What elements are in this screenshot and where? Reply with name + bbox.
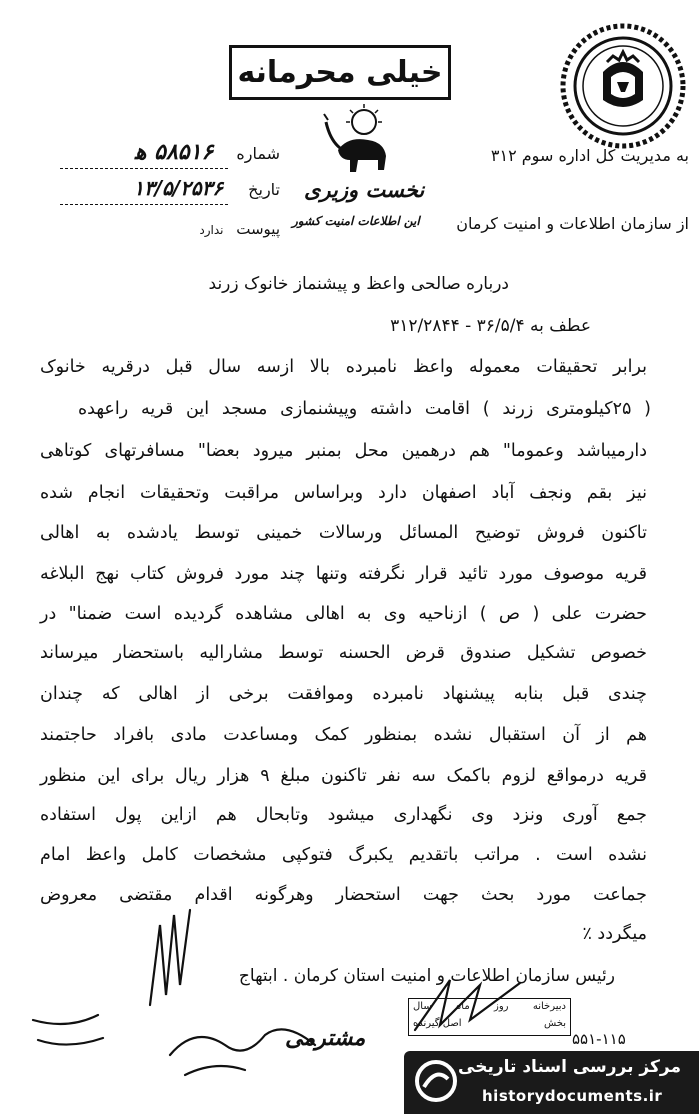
attachment-value: ندارد xyxy=(199,223,224,237)
lion-and-sun-icon xyxy=(318,100,398,180)
archive-watermark xyxy=(404,1051,699,1114)
imperial-emblem-icon xyxy=(559,22,687,150)
registry-year: سال xyxy=(413,1001,432,1012)
body-line: برابر تحقیقات معموله واعظ نامبرده بالا ازسه سال قبل درقریه خانوک xyxy=(40,357,647,377)
prime-minister-heading: نخست وزیری xyxy=(304,178,425,202)
classification-text: خیلی محرمانه xyxy=(237,55,443,90)
date-underline xyxy=(60,204,228,205)
watermark-title: مرکز بررسی اسناد تاریخی xyxy=(458,1057,681,1077)
registry-label: دبیرخانه xyxy=(532,1001,566,1012)
body-line: نیز بقم ونجف آباد اصفهان دارد وبراساس مراقبت وتحقیقات انجام شده xyxy=(40,483,647,503)
recipient-line: به مدیریت کل اداره سوم ۳۱۲ xyxy=(490,146,689,165)
body-line: دارمیباشد وعموما" هم درهمین محل بمنبر میرود بعضا" مسافرتهای کوتاهی xyxy=(40,441,647,461)
body-line: خصوص تشکیل صندوق قرض الحسنه توسط مشارالیه باستحضار میرساند xyxy=(40,643,647,663)
body-line: تاکنون فروش توضیح المسائل ورسالات خمینی توسط یادشده به اهالی xyxy=(40,523,647,543)
attachment-field xyxy=(60,220,280,238)
sender-line: از سازمان اطلاعات و امنیت کرمان xyxy=(456,214,689,233)
body-line: چندی قبل بنابه پیشنهاد نامبرده وموافقت برخی از اهالی که چندان xyxy=(40,684,647,704)
number-value: ۵۸۵۱۶ ه‍ xyxy=(134,140,214,165)
body-line: جمع آوری ونزد وی نگهداری میشود وتابحال هم ازاین پول استفاده xyxy=(40,805,647,825)
sender-handwritten-note: این اطلاعات امنیت کشور xyxy=(292,214,420,228)
registry-month: ماه xyxy=(456,1001,470,1012)
watermark-url: historydocuments.ir xyxy=(482,1087,663,1105)
registry-day: روز xyxy=(494,1001,509,1012)
body-line: حضرت علی ( ص ) ازناحیه وی به اهالی مشاهده گردیده است ضمنا" در xyxy=(40,604,647,624)
archive-logo-icon xyxy=(414,1059,458,1103)
date-value: ۱۳/۵/۲۵۳۶ xyxy=(133,176,224,200)
body-line: میگردد ٪ xyxy=(582,924,647,944)
date-label: تاریخ xyxy=(248,180,280,199)
registry-recipient: اصل گیرنده xyxy=(413,1018,462,1029)
signature-scribble-icon xyxy=(140,905,200,1015)
number-label: شماره xyxy=(236,144,280,163)
registry-section: بخش xyxy=(544,1018,566,1029)
corner-scribble-icon xyxy=(28,1010,108,1060)
document-number: ۵۵۱-۱۱۵ xyxy=(572,1030,626,1048)
registry-stamp-box xyxy=(408,998,571,1036)
number-field xyxy=(60,140,280,165)
reference-line: عطف به ۳۶/۵/۴ - ۳۱۲/۲۸۴۴ xyxy=(390,316,591,336)
body-line: هم از آن استقبال نشده بمنظور کمک ومساعدت مادی بافراد حاجتمند xyxy=(40,725,647,745)
subject-line: درباره صالحی واعظ و پیشنماز خانوک زرند xyxy=(208,274,509,294)
handwritten-note: مشترمی xyxy=(285,1026,366,1051)
body-line: قریه موصوف مورد تائید قرار نگرفته وتنها چند مورد فروش کتاب نهج البلاغه xyxy=(40,564,647,584)
attachment-label: پیوست xyxy=(236,220,280,238)
body-line: ( ۲۵کیلومتری زرند ) اقامت داشته وپیشنمازی مسجد این قریه راعهده xyxy=(78,399,651,419)
number-underline xyxy=(60,168,228,169)
body-line: نشده است . مراتب باتقدیم یکبرگ فتوکپی مشخصات کامل واعظ امام xyxy=(40,845,647,865)
body-line: جماعت مورد بحث جهت استحضار وهرگونه اقدام مقتضی معروض xyxy=(40,885,647,905)
date-field xyxy=(60,176,280,200)
body-line: قریه درمواقع لزوم باکمک سه نفر تاکنون مبلغ ۹ هزار ریال برای این منظور xyxy=(40,766,647,786)
signature-title: رئیس سازمان اطلاعات و امنیت استان کرمان . ابتهاج xyxy=(238,966,615,986)
classification-stamp xyxy=(229,45,451,100)
